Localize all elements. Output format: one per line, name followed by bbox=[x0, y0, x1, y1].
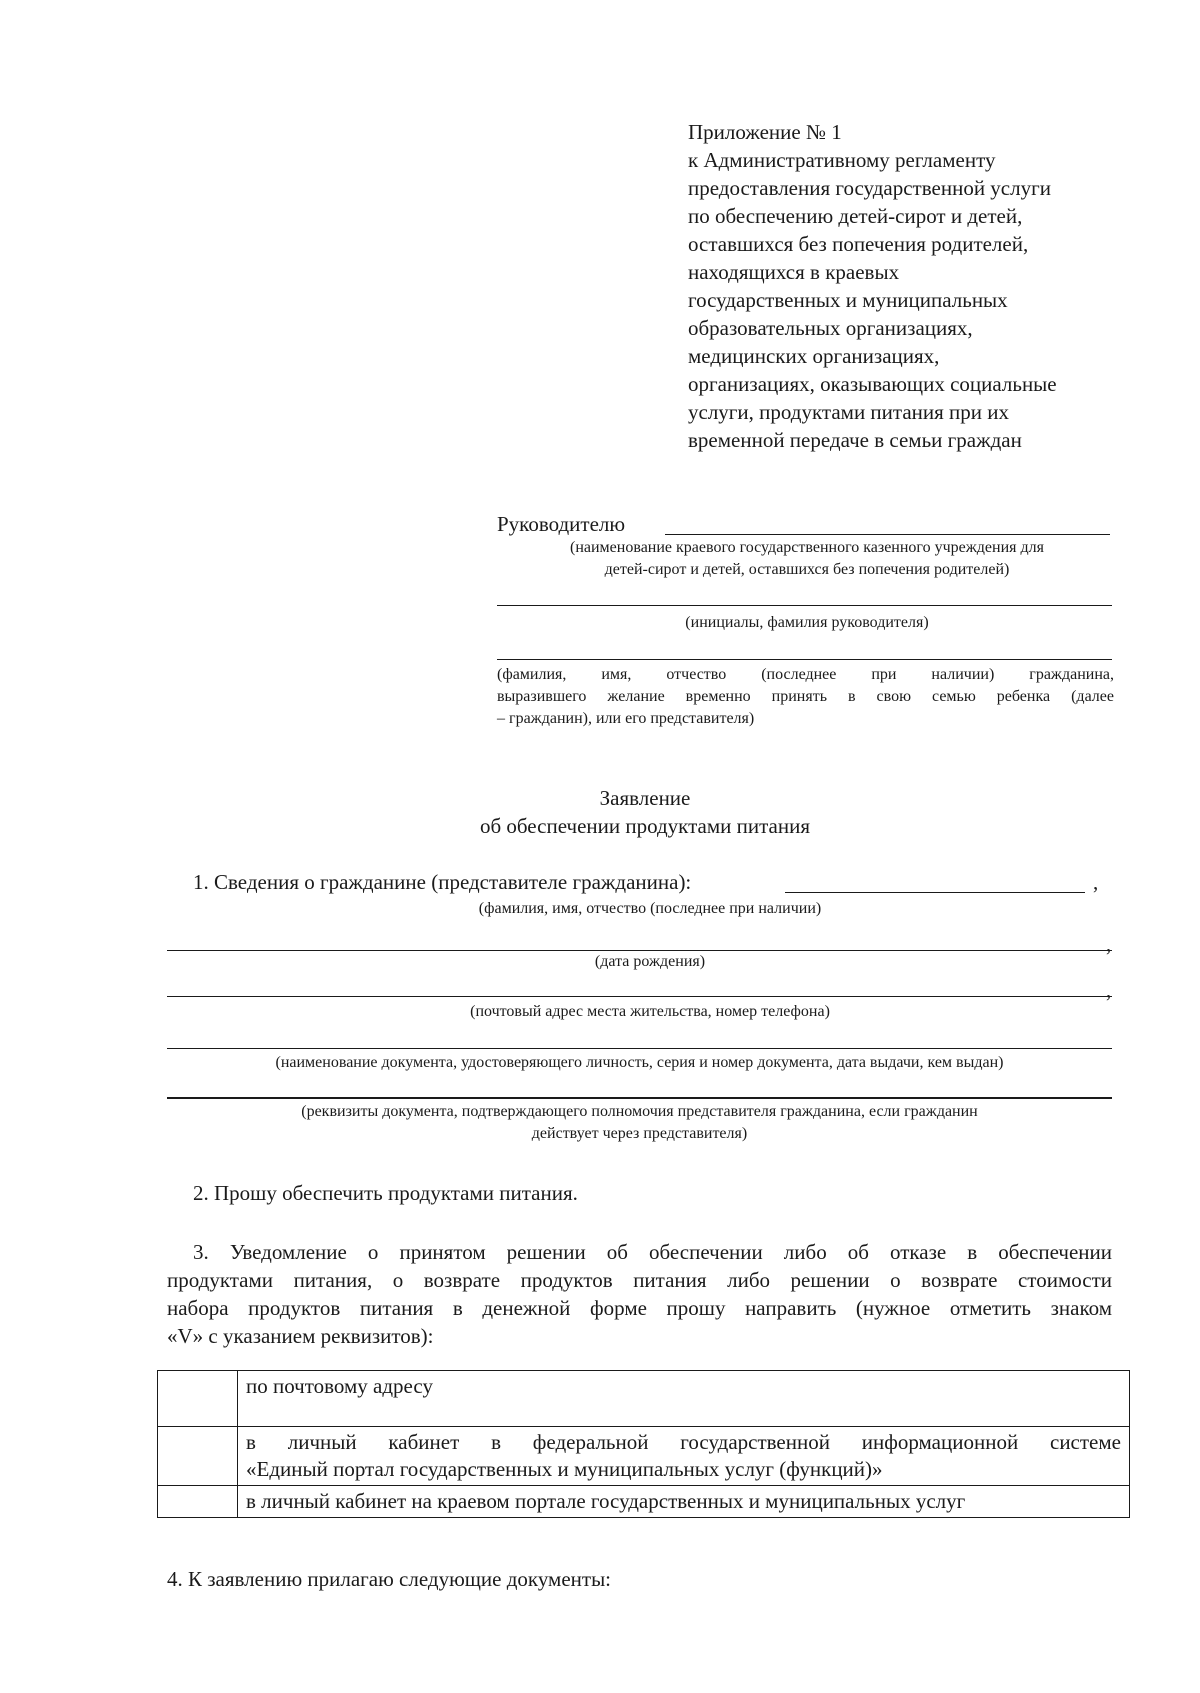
checkbox-cell-regional-portal[interactable] bbox=[158, 1486, 238, 1518]
appendix-line: услуги, продуктами питания при их bbox=[688, 400, 1010, 424]
id-document-hint: (наименование документа, удостоверяющего личность, серия и номер документа, дата выдачи, кем выдан) bbox=[275, 1054, 1004, 1071]
appendix-line: образовательных организациях, bbox=[688, 316, 973, 340]
head-field-line[interactable] bbox=[497, 605, 1112, 606]
document-heading bbox=[0, 784, 1200, 840]
appendix-line: предоставления государственной услуги bbox=[688, 176, 1051, 200]
institution-field-line[interactable] bbox=[665, 534, 1110, 535]
appendix-block bbox=[688, 118, 1148, 454]
appendix-line: находящихся в краевых bbox=[688, 260, 900, 284]
comma: , bbox=[1093, 870, 1099, 894]
comma: , bbox=[1106, 978, 1112, 1002]
section2-text: 2. Прошу обеспечить продуктами питания. bbox=[193, 1181, 578, 1205]
citizen-hint: (фамилия, имя, отчество (последнее при наличии) гражданина, выразившего желание временно принять в свою семью ребенка (далее – гражданин), или его представителя) bbox=[497, 666, 1114, 727]
section1-label: 1. Сведения о гражданине (представителе гражданина): bbox=[193, 870, 692, 894]
institution-hint: (наименование краевого государственного казенного учреждения для детей-сирот и детей, оставшихся без попечения родителей) bbox=[570, 539, 1044, 578]
citizen-name-field-line[interactable] bbox=[785, 892, 1085, 893]
heading-title: Заявление bbox=[599, 786, 691, 810]
appendix-line: организациях, оказывающих социальные bbox=[688, 372, 1057, 396]
appendix-line: к Административному регламенту bbox=[688, 148, 996, 172]
appendix-line: по обеспечению детей-сирот и детей, bbox=[688, 204, 1023, 228]
citizen-field-line[interactable] bbox=[497, 659, 1112, 660]
checkbox-cell-federal-portal[interactable] bbox=[158, 1427, 238, 1486]
fio-hint: (фамилия, имя, отчество (последнее при наличии) bbox=[478, 900, 822, 917]
heading-subtitle: об обеспечении продуктами питания bbox=[479, 814, 811, 838]
address-field-line[interactable] bbox=[167, 996, 1112, 997]
addressee-label: Руководителю bbox=[497, 512, 626, 536]
appendix-title: Приложение № 1 bbox=[688, 120, 842, 144]
comma: , bbox=[1106, 932, 1112, 956]
table-row bbox=[158, 1371, 1130, 1427]
birth-date-hint: (дата рождения) bbox=[594, 953, 706, 970]
option-regional-portal: в личный кабинет на краевом портале государственных и муниципальных услуг bbox=[238, 1486, 1130, 1518]
checkbox-cell-postal[interactable] bbox=[158, 1371, 238, 1427]
appendix-line: государственных и муниципальных bbox=[688, 288, 1008, 312]
id-document-field-line[interactable] bbox=[167, 1048, 1112, 1049]
delivery-options-table bbox=[157, 1370, 1130, 1518]
table-row bbox=[158, 1486, 1130, 1518]
option-federal-portal: в личный кабинет в федеральной государственной информационной системе «Единый портал государственных и муниципальных услуг (функций)» bbox=[238, 1427, 1130, 1486]
address-hint: (почтовый адрес места жительства, номер телефона) bbox=[470, 1003, 830, 1020]
appendix-line: медицинских организациях, bbox=[688, 344, 940, 368]
appendix-line: оставшихся без попечения родителей, bbox=[688, 232, 1029, 256]
table-row bbox=[158, 1427, 1130, 1486]
rep-document-field-line[interactable] bbox=[167, 1097, 1112, 1099]
head-hint: (инициалы, фамилия руководителя) bbox=[685, 614, 929, 631]
section4-text: 4. К заявлению прилагаю следующие документы: bbox=[167, 1567, 612, 1591]
rep-document-hint: (реквизиты документа, подтверждающего полномочия представителя гражданина, если гражданин действует через представителя) bbox=[301, 1103, 978, 1142]
option-postal: по почтовому адресу bbox=[238, 1371, 1130, 1427]
section3-text: 3. Уведомление о принятом решении об обеспечении либо об отказе в обеспечении продуктами питания, о возврате продуктов питания либо решении о возврате стоимости набора продуктов питания в денежной форме прошу направить (нужное отметить знаком «V» с указанием реквизитов): bbox=[167, 1240, 1112, 1348]
appendix-line: временной передаче в семьи граждан bbox=[688, 428, 1022, 452]
